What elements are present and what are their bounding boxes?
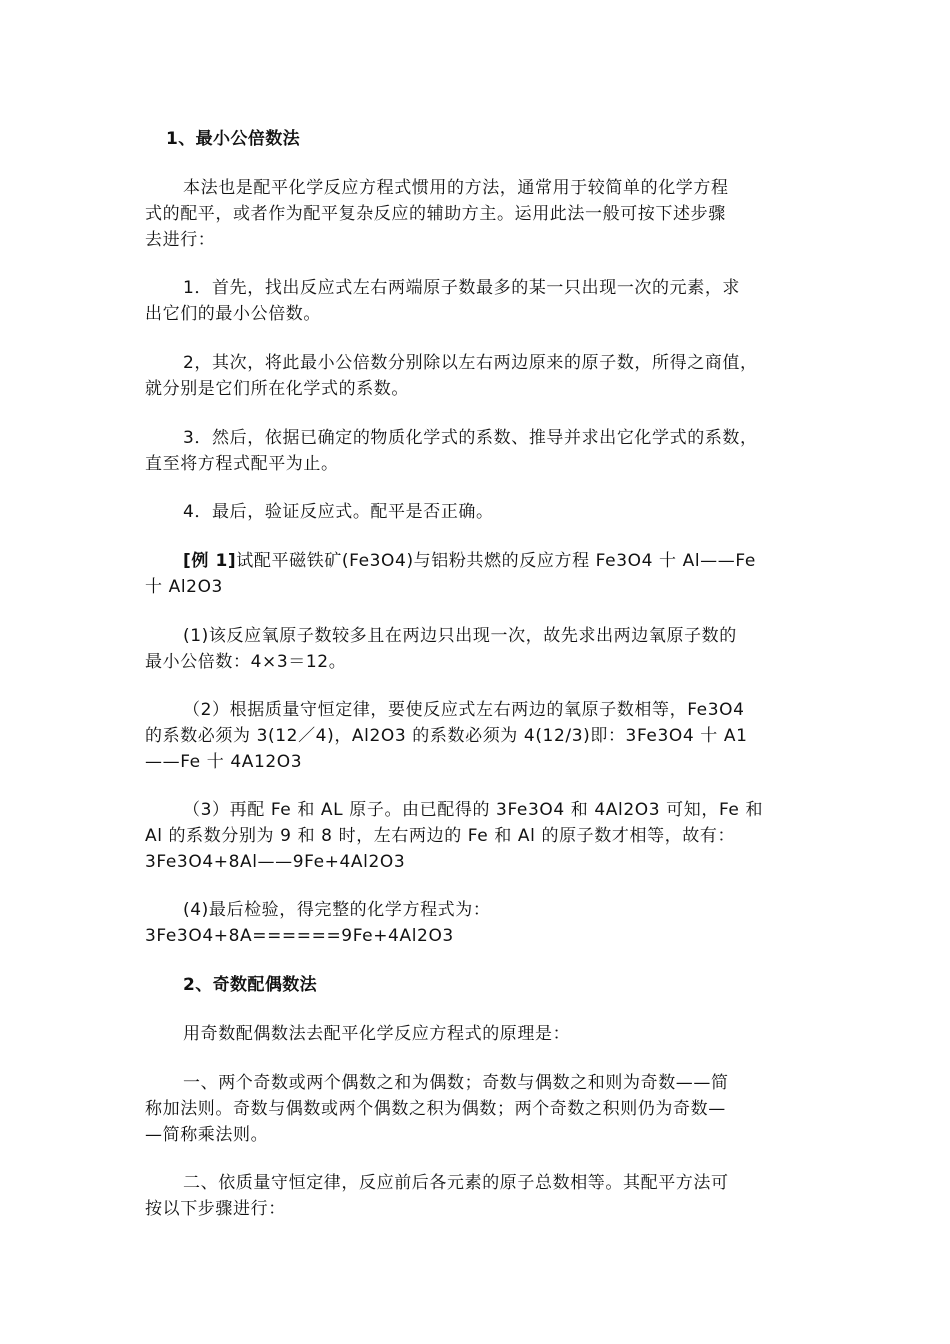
paragraph-line: 二、依质量守恒定律，反应前后各元素的原子总数相等。其配平方法可 xyxy=(183,1173,729,1193)
paragraph-line: (4)最后检验，得完整的化学方程式为： xyxy=(183,900,491,920)
paragraph-line: 直至将方程式配平为止。 xyxy=(145,454,339,474)
paragraph-line: 2，其次，将此最小公倍数分别除以左右两边原来的原子数，所得之商值， xyxy=(183,353,758,373)
paragraph-line: 去进行： xyxy=(145,230,216,250)
paragraph-line: —简称乘法则。 xyxy=(145,1125,269,1145)
paragraph-line: (1)该反应氧原子数较多且在两边只出现一次，故先求出两边氧原子数的 xyxy=(183,626,737,646)
paragraph-line: 3Fe3O4+8Al——9Fe+4Al2O3 xyxy=(145,852,406,872)
paragraph-line: 十 Al2O3 xyxy=(145,577,223,597)
paragraph-line: （3）再配 Fe 和 AL 原子。由已配得的 3Fe3O4 和 4Al2O3 可知，Fe 和 xyxy=(183,800,764,820)
paragraph-line: 一、两个奇数或两个偶数之和为偶数；奇数与偶数之和则为奇数——简 xyxy=(183,1073,729,1093)
example-text: 试配平磁铁矿(Fe3O4)与铝粉共燃的反应方程 Fe3O4 十 Al——Fe xyxy=(236,551,756,571)
section-heading: 1、最小公倍数法 xyxy=(166,129,301,149)
paragraph-line: 就分别是它们所在化学式的系数。 xyxy=(145,379,409,399)
example-label: [例 1] xyxy=(183,551,237,571)
paragraph-line: 本法也是配平化学反应方程式惯用的方法，通常用于较简单的化学方程 xyxy=(183,178,729,198)
paragraph-line: 用奇数配偶数法去配平化学反应方程式的原理是： xyxy=(183,1024,571,1044)
paragraph-line: ——Fe 十 4A12O3 xyxy=(145,752,303,772)
paragraph-line: 3．然后，依据已确定的物质化学式的系数、推导并求出它化学式的系数， xyxy=(183,428,758,448)
paragraph-line: （2）根据质量守恒定律，要使反应式左右两边的氧原子数相等，Fe3O4 xyxy=(183,700,745,720)
paragraph-line: 1．首先，找出反应式左右两端原子数最多的某一只出现一次的元素，求 xyxy=(183,278,741,298)
paragraph-line: 出它们的最小公倍数。 xyxy=(145,304,321,324)
paragraph-line: 按以下步骤进行： xyxy=(145,1199,286,1219)
paragraph-line: Al 的系数分别为 9 和 8 时，左右两边的 Fe 和 Al 的原子数才相等，故有： xyxy=(145,826,736,846)
paragraph-line: 式的配平，或者作为配平复杂反应的辅助方主。运用此法一般可按下述步骤 xyxy=(145,204,726,224)
paragraph-line: 最小公倍数：4×3＝12。 xyxy=(145,652,347,672)
paragraph-line: 的系数必须为 3(12／4)，Al2O3 的系数必须为 4(12/3)即：3Fe3O4 十 A1 xyxy=(145,726,748,746)
paragraph-line: 称加法则。奇数与偶数或两个偶数之积为偶数；两个奇数之积则仍为奇数— xyxy=(145,1099,726,1119)
paragraph-line: 3Fe3O4+8A======9Fe+4Al2O3 xyxy=(145,926,454,946)
paragraph-line: 4．最后，验证反应式。配平是否正确。 xyxy=(183,502,494,522)
example-line xyxy=(183,550,756,572)
section-heading: 2、奇数配偶数法 xyxy=(183,975,318,995)
